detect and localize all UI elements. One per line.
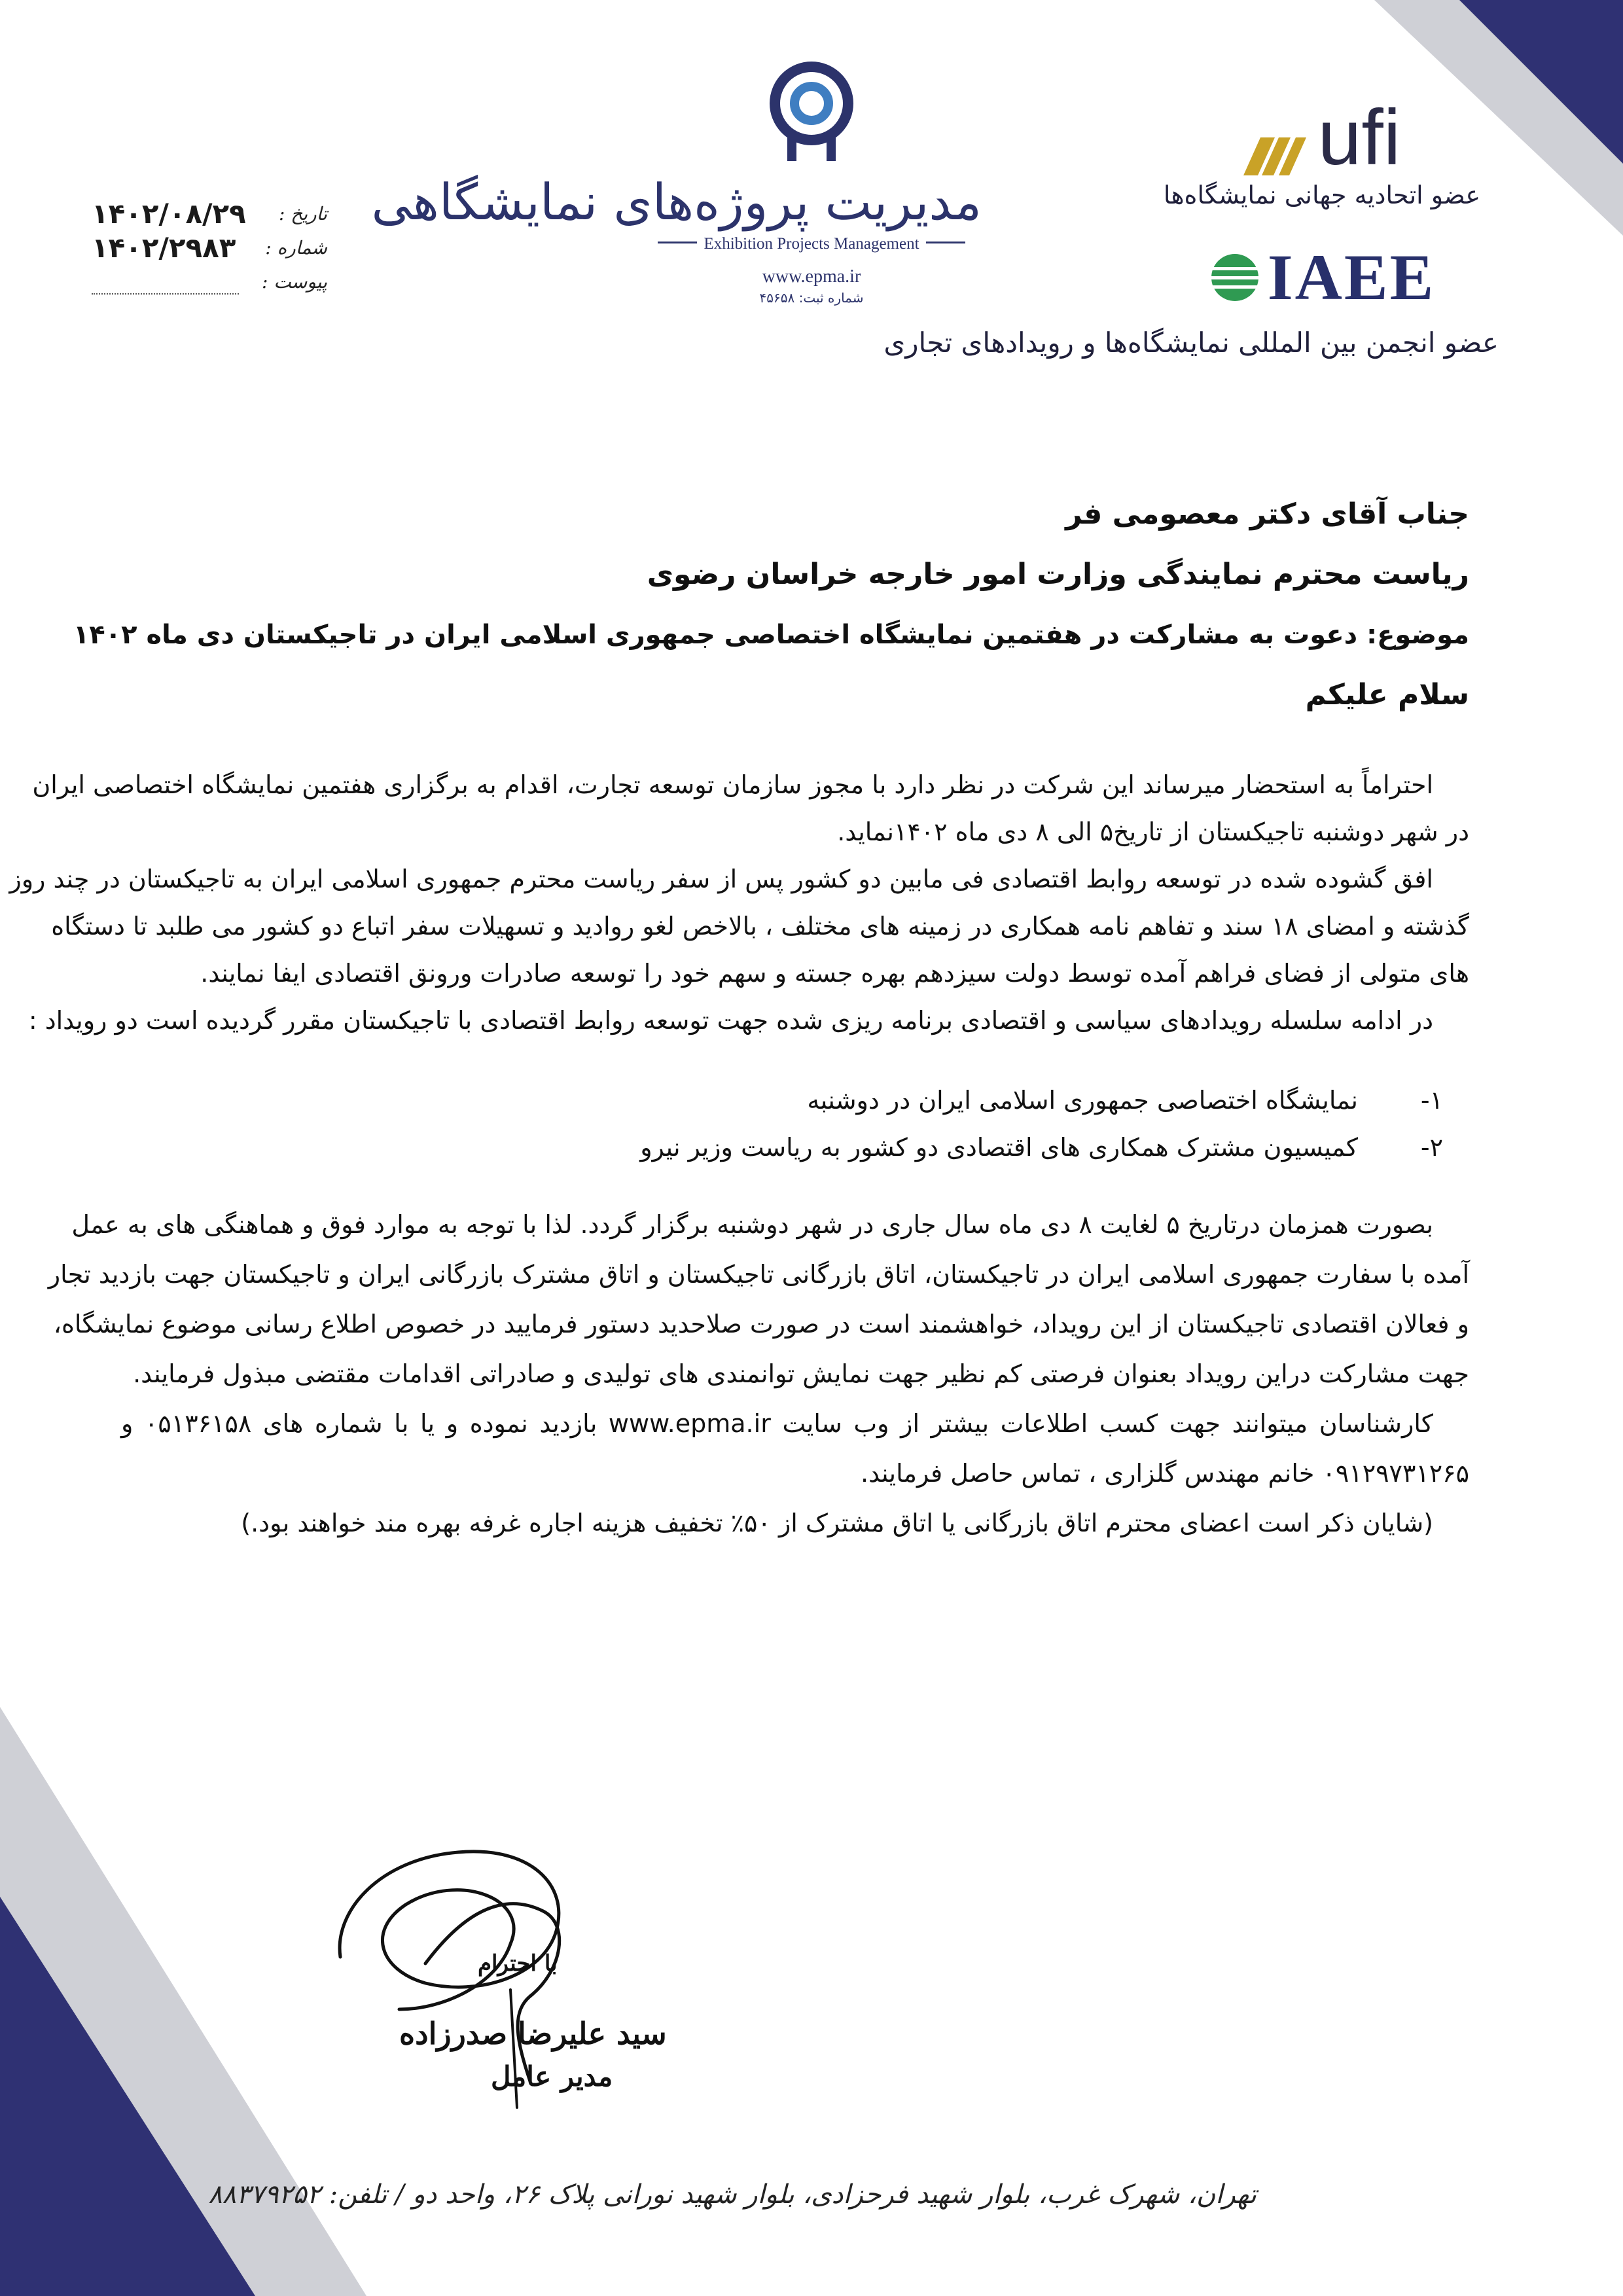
date-value: ۱۴۰۲/۰۸/۲۹ xyxy=(92,197,246,230)
paragraph-4-line-4: جهت مشارکت دراین رویداد بعنوان فرصتی کم نظیر جهت نمایش توانمندی های تولیدی و صادراتی اقدامات مقتضی مبذول فرمایند. xyxy=(133,1359,1469,1388)
signature-regards: با احترام xyxy=(478,1950,558,1977)
number-value: ۱۴۰۲/۲۹۸۳ xyxy=(92,231,236,264)
paragraph-2-line-2: گذشته و امضای ۱۸ سند و تفاهم نامه همکاری در زمینه های مختلف ، بالاخص لغو روادید و تسهیلات سفر اتباع دو کشور می طلبد تا دستگاه xyxy=(51,912,1469,941)
globe-icon xyxy=(1209,251,1261,304)
ufi-logo-text: ufi xyxy=(1317,94,1401,181)
company-name-fa: مدیریت پروژه‌های نمایشگاهی xyxy=(371,173,982,231)
list-item-text: کمیسیون مشترک همکاری های اقتصادی دو کشور به ریاست وزیر نیرو xyxy=(640,1133,1358,1162)
recipient-title: ریاست محترم نمایندگی وزارت امور خارجه خراسان رضوی xyxy=(647,558,1469,591)
date-label: تاریخ : xyxy=(278,202,327,224)
ufi-logo xyxy=(1145,94,1499,181)
paragraph-5-line-2: ۰۹۱۲۹۷۳۱۲۶۵ خانم مهندس گلزاری ، تماس حاصل فرمایند. xyxy=(861,1459,1469,1488)
company-website: www.epma.ir xyxy=(762,266,861,287)
ufi-caption: عضو اتحادیه جهانی نمایشگاه‌ها xyxy=(1163,181,1481,209)
paragraph-4-line-1: بصورت همزمان درتاریخ ۵ لغایت ۸ دی ماه سال جاری در شهر دوشنبه برگزار گردد. لذا با توجه به موارد فوق و هماهنگی های به عمل xyxy=(71,1210,1433,1239)
epma-emblem-icon xyxy=(749,52,874,164)
list-item xyxy=(121,1128,1469,1166)
iaee-caption: عضو انجمن بین المللی نمایشگاه‌ها و رویدادهای تجاری xyxy=(883,327,1499,359)
signer-title: مدیر عامل xyxy=(491,2060,613,2092)
letter-meta xyxy=(92,196,327,298)
signature-block xyxy=(294,1820,667,2121)
number-label: شماره : xyxy=(265,236,327,259)
list-item xyxy=(121,1081,1469,1119)
ornament-right xyxy=(926,242,965,243)
company-name-en-row xyxy=(641,231,982,253)
paragraph-5-line-1: کارشناسان میتوانند جهت کسب اطلاعات بیشتر از وب سایت www.epma.ir بازدید نموده و یا با شماره های ۰۵۱۳۶۱۵۸ و xyxy=(121,1409,1433,1438)
paragraph-3: در ادامه سلسله رویدادهای سیاسی و اقتصادی برنامه ریزی شده جهت توسعه روابط اقتصادی با تاجیکستان مقرر گردیده است دو رویداد : xyxy=(28,1006,1433,1035)
signer-name: سید علیرضا صدرزاده xyxy=(399,2016,667,2051)
list-item-number: ۲- xyxy=(1420,1133,1443,1162)
date-row xyxy=(92,196,327,230)
meta-divider xyxy=(92,293,239,295)
iaee-logo-text: IAEE xyxy=(1267,241,1436,314)
letter-heading xyxy=(73,484,1469,725)
event-list xyxy=(121,1081,1469,1166)
company-name-en: Exhibition Projects Management xyxy=(704,235,919,253)
company-registration: شماره ثبت: ۴۵۶۵۸ xyxy=(759,290,864,306)
recipient-name: جناب آقای دکتر معصومی فر xyxy=(1065,497,1469,531)
membership-logos xyxy=(883,94,1499,359)
company-logo xyxy=(371,52,982,306)
number-row xyxy=(92,230,327,264)
letter-subject: موضوع: دعوت به مشارکت در هفتمین نمایشگاه اختصاصی جمهوری اسلامی ایران در تاجیکستان دی ماه ۱۴۰۲ xyxy=(73,620,1469,650)
paragraph-1-line-1: احتراماً به استحضار میرساند این شرکت در نظر دارد با مجوز سازمان توسعه تجارت، اقدام به برگزاری هفتمین نمایشگاه اختصاصی ایران xyxy=(32,770,1433,799)
list-item-number: ۱- xyxy=(1420,1086,1443,1115)
paragraph-2-line-1: افق گشوده شده در توسعه روابط اقتصادی فی مابین دو کشور پس از سفر ریاست محترم جمهوری اسلامی ایران به تاجیکستان در چند روز xyxy=(9,865,1433,893)
ornament-left xyxy=(658,242,697,243)
iaee-logo xyxy=(1145,240,1499,315)
attachment-label: پیوست : xyxy=(262,270,327,293)
paragraph-4-line-3: و فعالان اقتصادی تاجیکستان از این رویداد، خواهشمند است در صورت صلاحدید دستور فرمایید در خصوص اطلاع رسانی موضوع نمایشگاه، xyxy=(53,1310,1469,1338)
paragraph-4-line-2: آمده با سفارت جمهوری اسلامی ایران در تاجیکستان، اتاق بازرگانی تاجیکستان و اتاق مشترک بازرگانی ایران و تاجیکستان جهت بازدید تجار xyxy=(48,1260,1469,1289)
footer-address: تهران، شهرک غرب، بلوار شهید فرحزادی، بلوار شهید نورانی پلاک ۲۶، واحد دو / تلفن: ۸۸۳۷۹۲۵۲ xyxy=(208,2179,1257,2210)
list-item-text: نمایشگاه اختصاصی جمهوری اسلامی ایران در دوشنبه xyxy=(807,1086,1358,1115)
ufi-stripes-icon xyxy=(1243,124,1309,177)
paragraph-2-line-3: های متولی از فضای فراهم آمده توسط دولت سیزدهم بهره جسته و سهم خود را توسعه صادرات ورونق اقتصادی ایفا نمایند. xyxy=(200,959,1469,988)
paragraph-6-note: (شایان ذکر است اعضای محترم اتاق بازرگانی یا اتاق مشترک از ۵۰٪ تخفیف هزینه اجاره غرفه بهره مند خواهند بود.) xyxy=(241,1509,1433,1537)
letter-body xyxy=(9,766,1469,1542)
paragraph-1-line-2: در شهر دوشنبه تاجیکستان از تاریخ۵ الی ۸ دی ماه ۱۴۰۲نماید. xyxy=(837,817,1469,846)
greeting: سلام علیکم xyxy=(1305,678,1469,711)
